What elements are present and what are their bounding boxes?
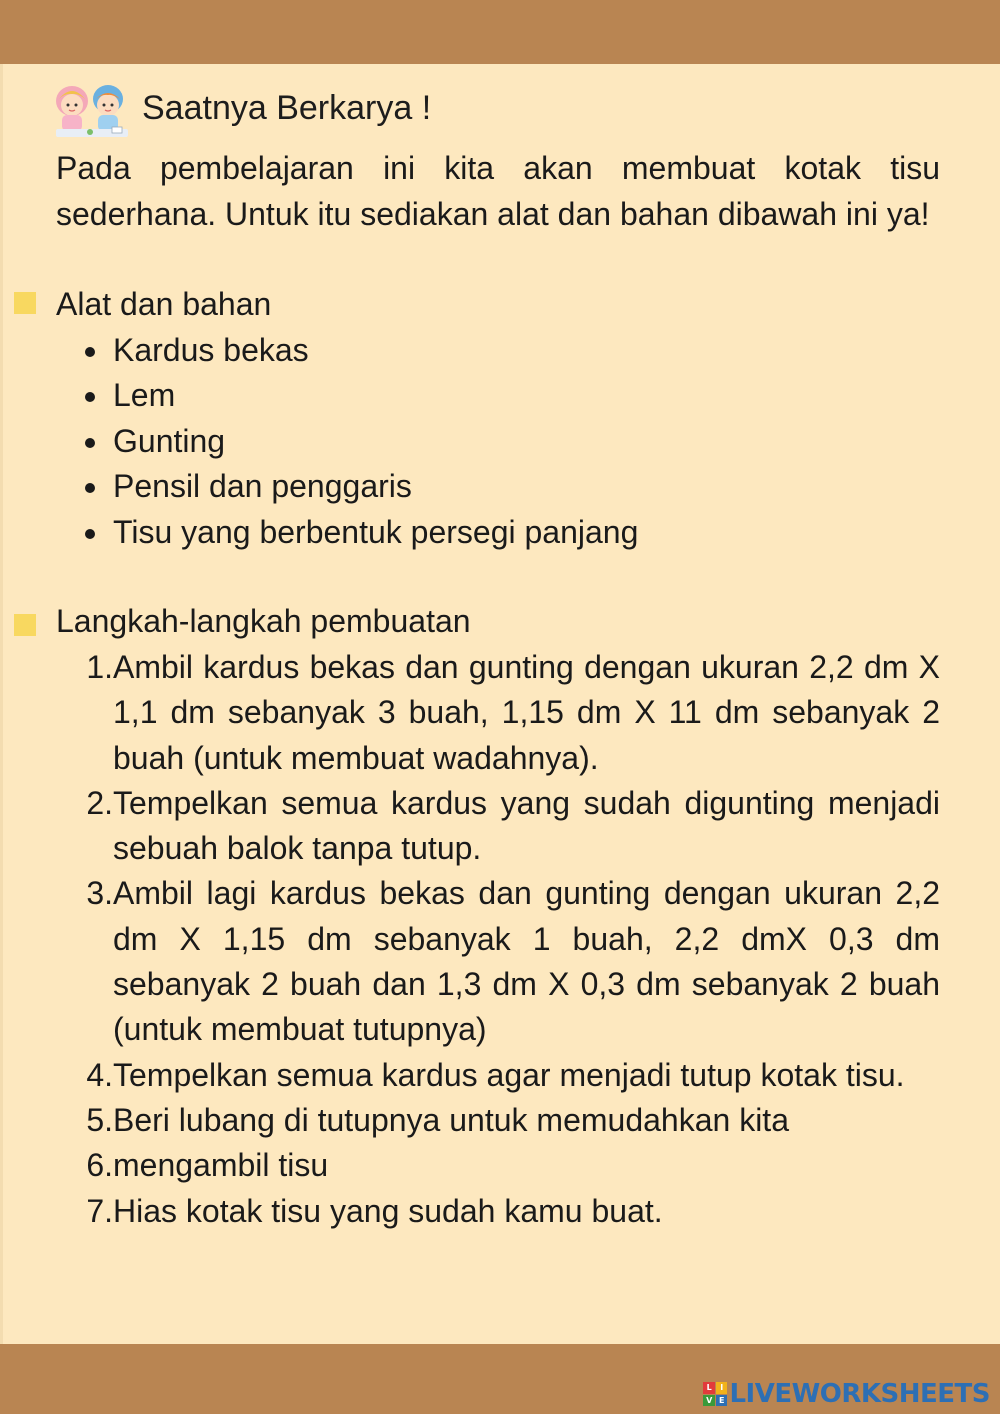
bullet-dot-icon (85, 392, 95, 402)
square-bullet-icon (14, 292, 36, 314)
top-band (0, 0, 1000, 64)
list-item: Lem (80, 373, 638, 418)
step-item: 6. mengambil tisu (86, 1147, 329, 1184)
bullet-dot-icon (85, 529, 95, 539)
tools-list (80, 328, 638, 555)
steps-list (56, 645, 940, 1234)
step-item: 5. Beri lubang di tutupnya untuk memudahkan kita (86, 1101, 789, 1138)
page-edge (0, 64, 3, 1344)
children-illustration-icon (50, 77, 132, 139)
step-item: 7. Hias kotak tisu yang sudah kamu buat. (86, 1192, 663, 1229)
step-item: 3. Ambil lagi kardus bekas dan gunting dengan ukuran 2,2 dm X 1,15 dm sebanyak 1 buah, 2,2 dmX 0,3 dm sebanyak 2 buah dan 1,3 dm X 0,3 dm sebanyak 2 buah (untuk membuat tutupnya) (86, 875, 940, 1048)
liveworksheets-logo[interactable] (703, 1377, 990, 1411)
bullet-dot-icon (85, 438, 95, 448)
step-item: 4. Tempelkan semua kardus agar menjadi tutup kotak tisu. (86, 1056, 905, 1093)
steps-section-title: Langkah-langkah pembuatan (56, 603, 471, 639)
liveworksheets-mark-icon: L I V E (703, 1382, 727, 1406)
logo-text: LIVEWORKSHEETS (729, 1379, 990, 1409)
step-item: 2. Tempelkan semua kardus yang sudah digunting menjadi sebuah balok tanpa tutup. (86, 784, 940, 867)
tools-section-title: Alat dan bahan (56, 286, 272, 322)
square-bullet-icon (14, 614, 36, 636)
step-item: 1. Ambil kardus bekas dan gunting dengan ukuran 2,2 dm X 1,1 dm sebanyak 3 buah, 1,15 dm X 11 dm sebanyak 2 buah (untuk membuat wadahnya). (86, 649, 940, 776)
section-heading (50, 78, 431, 138)
list-item: Kardus bekas (80, 328, 638, 373)
list-item: Pensil dan penggaris (80, 464, 638, 509)
bullet-dot-icon (85, 347, 95, 357)
bullet-dot-icon (85, 483, 95, 493)
list-item: Tisu yang berbentuk persegi panjang (80, 510, 638, 555)
intro-paragraph: Pada pembelajaran ini kita akan membuat kotak tisu sederhana. Untuk itu sediakan alat dan bahan dibawah ini ya! (56, 150, 940, 232)
heading-title: Saatnya Berkarya ! (142, 88, 432, 127)
list-item: Gunting (80, 419, 638, 464)
